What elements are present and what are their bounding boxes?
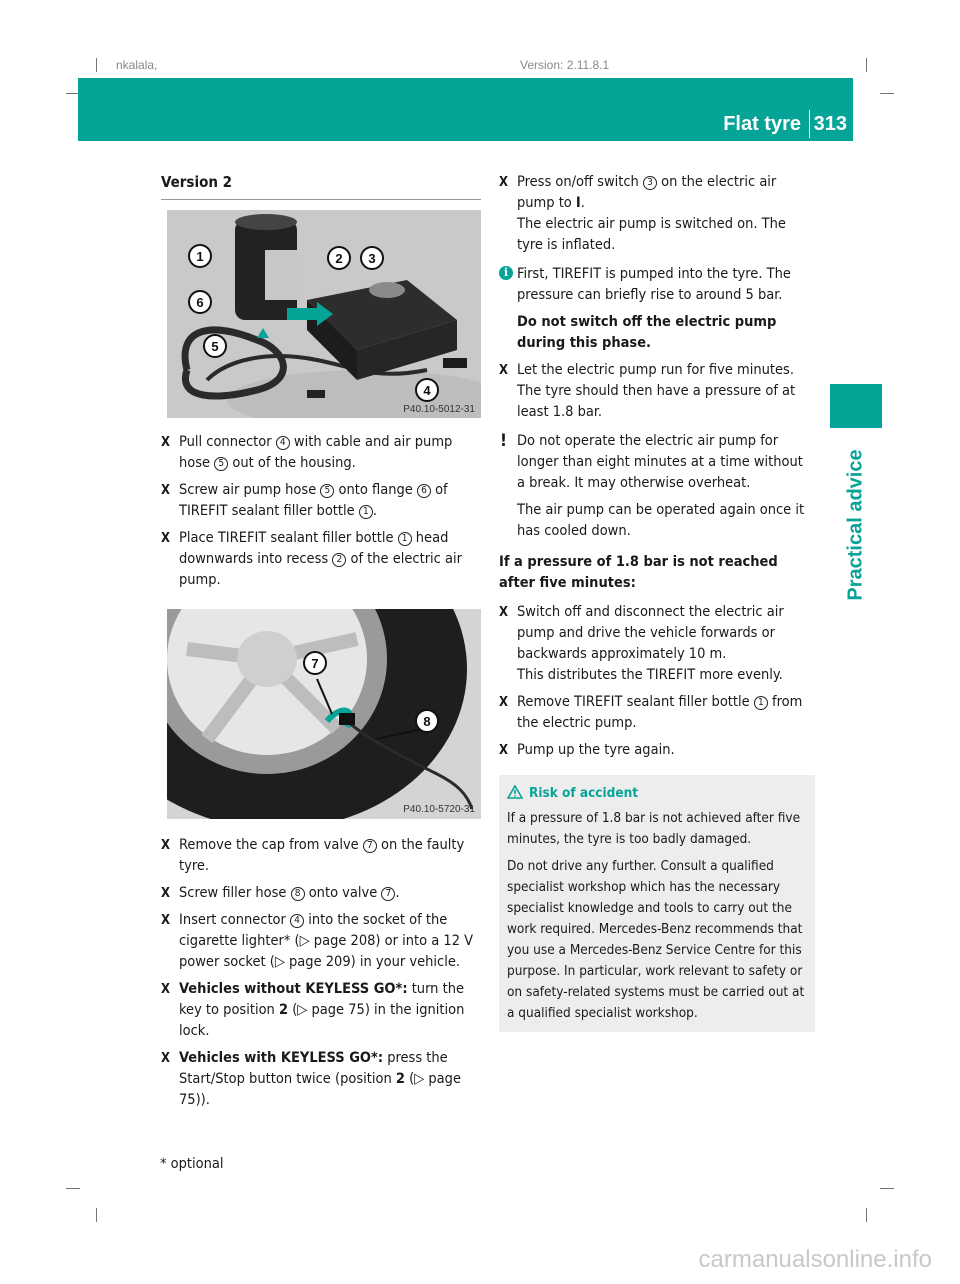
note-text: The air pump can be operated again once it has cooled down. bbox=[517, 502, 805, 539]
step-bold: I bbox=[575, 195, 581, 211]
callout-label: 5 bbox=[211, 339, 219, 354]
subheading: If a pressure of 1.8 bar is not reached after five minutes: bbox=[499, 554, 778, 591]
step-text: onto flange bbox=[334, 482, 417, 498]
step-item bbox=[499, 602, 815, 686]
callout-ref: 2 bbox=[332, 553, 346, 567]
step-text: press the Start/Stop button twice (position bbox=[179, 1050, 448, 1087]
callout-label: 6 bbox=[196, 295, 204, 310]
callout-ref: 5 bbox=[214, 457, 228, 471]
crop-mark bbox=[880, 93, 894, 94]
page-link[interactable]: page 75) in the ignition lock. bbox=[179, 1002, 465, 1039]
crop-mark bbox=[96, 1208, 97, 1222]
step-marker-icon: X bbox=[161, 913, 171, 928]
info-note bbox=[499, 264, 815, 354]
callout-label: 2 bbox=[335, 251, 343, 266]
callout-label: 1 bbox=[196, 249, 204, 264]
page-ref-arrow-icon: ▷ bbox=[297, 1002, 308, 1018]
callout-label: 7 bbox=[311, 656, 319, 671]
callout-label: 4 bbox=[423, 383, 431, 398]
page-link[interactable]: page 208) or into a 12 V power socket ( bbox=[179, 933, 474, 970]
callout-ref: 6 bbox=[417, 484, 431, 498]
info-icon: i bbox=[499, 266, 513, 280]
page-header bbox=[78, 78, 853, 141]
print-meta-left: nkalala, bbox=[116, 58, 158, 72]
step-text: . bbox=[372, 503, 377, 519]
section-label-text: Practical advice bbox=[844, 449, 867, 601]
step-text: Insert connector bbox=[179, 912, 291, 928]
callout-ref: 8 bbox=[291, 887, 305, 901]
step-marker-icon: X bbox=[499, 743, 509, 758]
step-text: into the socket of the cigarette lighter* ( bbox=[179, 912, 448, 949]
step-result: The electric air pump is switched on. The tyre is inflated. bbox=[517, 216, 786, 253]
step-text: turn the key to position bbox=[179, 981, 464, 1018]
figure-air-pump bbox=[167, 210, 481, 418]
page-ref-arrow-icon: ▷ bbox=[414, 1071, 425, 1087]
tyre-valve-illustration bbox=[167, 609, 481, 819]
step-marker-icon: X bbox=[499, 695, 509, 710]
page-link[interactable]: page 75)). bbox=[179, 1071, 461, 1108]
step-result: This distributes the TIREFIT more evenly. bbox=[517, 667, 783, 683]
crop-mark bbox=[96, 58, 97, 72]
step-item bbox=[161, 528, 481, 591]
step-text: from the electric pump. bbox=[517, 694, 803, 731]
step-item bbox=[161, 432, 481, 474]
callout-ref: 1 bbox=[754, 696, 768, 710]
step-item bbox=[161, 910, 481, 973]
figure-code: P40.10-5720-31 bbox=[403, 804, 475, 815]
step-item bbox=[499, 360, 815, 423]
step-bold: 2 bbox=[278, 1002, 289, 1018]
step-result: The tyre should then have a pressure of at least 1.8 bar. bbox=[517, 383, 796, 420]
step-item bbox=[161, 883, 481, 904]
warning-box bbox=[499, 775, 815, 1032]
left-column bbox=[161, 172, 481, 1117]
step-marker-icon: X bbox=[161, 435, 171, 450]
step-text: with cable and air pump hose bbox=[179, 434, 453, 471]
step-marker-icon: X bbox=[499, 363, 509, 378]
step-bold: Vehicles with KEYLESS GO*: bbox=[179, 1050, 384, 1066]
crop-mark bbox=[866, 58, 867, 72]
page-title: Flat tyre bbox=[723, 113, 801, 135]
figure-code: P40.10-5012-31 bbox=[403, 404, 475, 415]
page-number: 313 bbox=[813, 113, 847, 135]
section-tab bbox=[830, 384, 882, 428]
step-text: Press on/off switch bbox=[517, 174, 643, 190]
crop-mark bbox=[880, 1188, 894, 1189]
page-link[interactable]: page 209) in your vehicle. bbox=[284, 954, 460, 970]
note-text: Do not operate the electric air pump for longer than eight minutes at a time without a break. It may otherwise overheat. bbox=[517, 433, 803, 491]
callout-ref: 5 bbox=[320, 484, 334, 498]
figure-tyre-valve bbox=[167, 609, 481, 819]
callout-ref: 1 bbox=[359, 505, 373, 519]
callout-ref: 4 bbox=[276, 436, 290, 450]
warning-text: If a pressure of 1.8 bar is not achieved after five minutes, the tyre is too badly damaged. bbox=[507, 810, 801, 847]
step-text: Remove TIREFIT sealant filler bottle bbox=[517, 694, 754, 710]
step-text: head downwards into recess bbox=[179, 530, 449, 567]
step-text: out of the housing. bbox=[228, 455, 356, 471]
step-marker-icon: X bbox=[499, 175, 509, 190]
callout-label: 8 bbox=[423, 714, 431, 729]
page-ref-arrow-icon: ▷ bbox=[299, 933, 310, 949]
step-text: Remove the cap from valve bbox=[179, 837, 363, 853]
step-marker-icon: X bbox=[161, 531, 171, 546]
step-text: of the electric air pump. bbox=[179, 551, 462, 588]
page-ref-arrow-icon: ▷ bbox=[274, 954, 285, 970]
step-bold: Vehicles without KEYLESS GO*: bbox=[179, 981, 408, 997]
crop-mark bbox=[866, 1208, 867, 1222]
step-text: Let the electric pump run for five minutes. bbox=[517, 362, 794, 378]
step-marker-icon: X bbox=[499, 605, 509, 620]
step-text: onto valve bbox=[304, 885, 382, 901]
step-text: of TIREFIT sealant filler bottle bbox=[179, 482, 448, 519]
callout-ref: 1 bbox=[398, 532, 412, 546]
step-text: on the electric air pump to bbox=[517, 174, 777, 211]
step-text: Place TIREFIT sealant filler bottle bbox=[179, 530, 398, 546]
step-text: ( bbox=[404, 1071, 415, 1087]
step-item bbox=[161, 1048, 481, 1111]
warning-title: Risk of accident bbox=[529, 785, 639, 801]
step-text: Screw filler hose bbox=[179, 885, 291, 901]
step-bold: 2 bbox=[395, 1071, 405, 1087]
step-text: on the faulty tyre. bbox=[179, 837, 465, 874]
warning-triangle-icon bbox=[507, 785, 523, 799]
step-item bbox=[499, 172, 815, 256]
step-text: Pump up the tyre again. bbox=[517, 742, 675, 758]
step-text: . bbox=[580, 195, 585, 211]
print-meta-center: Version: 2.11.8.1 bbox=[520, 58, 610, 72]
step-item bbox=[161, 480, 481, 522]
step-marker-icon: X bbox=[161, 838, 171, 853]
section-label bbox=[830, 440, 882, 610]
caution-note bbox=[499, 431, 815, 542]
callout-label: 3 bbox=[368, 251, 376, 266]
step-marker-icon: X bbox=[161, 982, 171, 997]
step-text: . bbox=[395, 885, 400, 901]
step-marker-icon: X bbox=[161, 1051, 171, 1066]
step-item bbox=[161, 979, 481, 1042]
watermark: carmanualsonline.info bbox=[698, 1246, 932, 1273]
exclamation-icon: ! bbox=[500, 431, 507, 451]
note-bold-text: Do not switch off the electric pump during this phase. bbox=[517, 314, 777, 351]
callout-ref: 4 bbox=[290, 914, 304, 928]
air-pump-illustration bbox=[167, 210, 481, 418]
crop-mark bbox=[66, 1188, 80, 1189]
step-marker-icon: X bbox=[161, 483, 171, 498]
callout-ref: 7 bbox=[363, 839, 377, 853]
step-item bbox=[499, 692, 815, 734]
note-text: First, TIREFIT is pumped into the tyre. The pressure can briefly rise to around 5 bar. bbox=[517, 266, 791, 303]
header-divider bbox=[809, 110, 810, 138]
step-marker-icon: X bbox=[161, 886, 171, 901]
step-text: Screw air pump hose bbox=[179, 482, 321, 498]
section-heading: Version 2 bbox=[161, 172, 481, 200]
step-text: Switch off and disconnect the electric air pump and drive the vehicle forwards or backwards approximately 10 m. bbox=[517, 604, 784, 662]
warning-text: Do not drive any further. Consult a qualified specialist workshop which has the necessary specialist knowledge and tools to carry out the work required. Mercedes-Benz recommends that you use a Mercedes-Benz Service Centre for this purpose. In particular, work relevant to safety or on safety-related systems must be carried out at a qualified specialist workshop. bbox=[507, 858, 805, 1021]
callout-ref: 3 bbox=[643, 176, 657, 190]
step-text: ( bbox=[288, 1002, 298, 1018]
step-item bbox=[499, 740, 815, 761]
right-column bbox=[499, 172, 815, 1032]
callout-ref: 7 bbox=[381, 887, 395, 901]
step-text: Pull connector bbox=[179, 434, 276, 450]
step-item bbox=[161, 835, 481, 877]
warning-title-row bbox=[507, 783, 807, 804]
footnote: * optional bbox=[160, 1156, 224, 1172]
